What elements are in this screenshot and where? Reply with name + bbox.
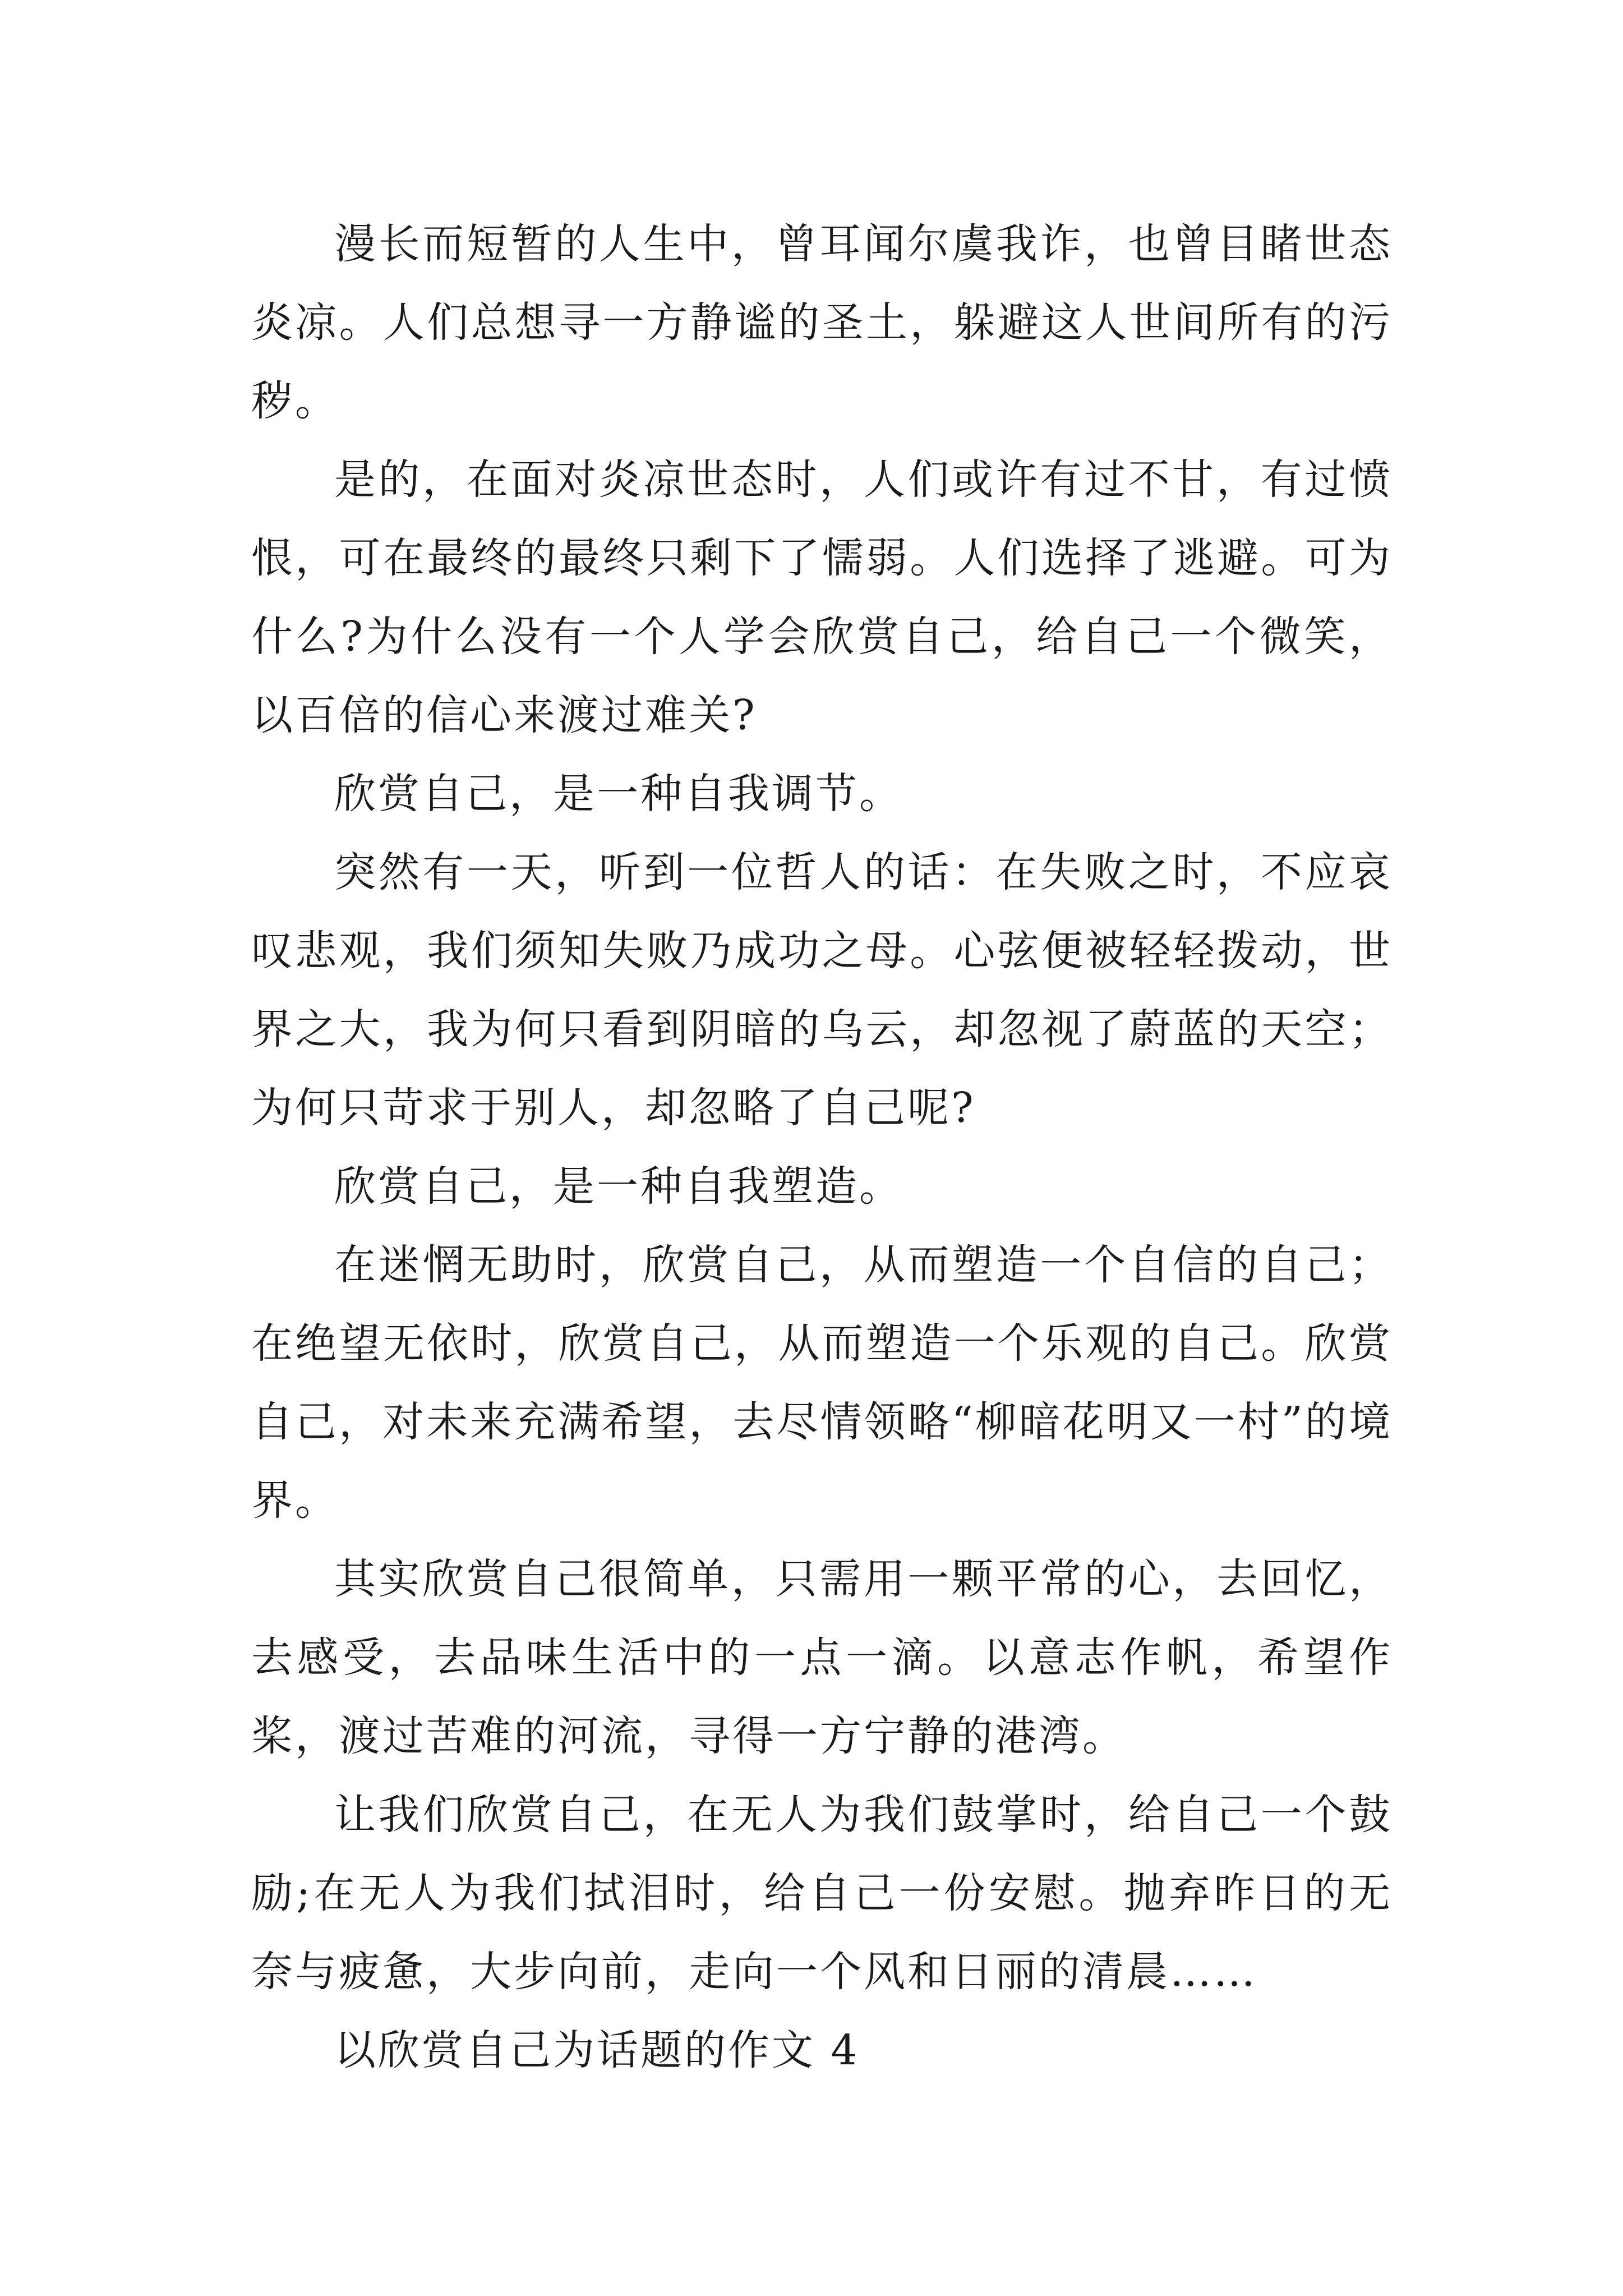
paragraph: 是的，在面对炎凉世态时，人们或许有过不甘，有过愤恨，可在最终的最终只剩下了懦弱。人们选择了逃避。可为什么?为什么没有一个人学会欣赏自己，给自己一个微笑，以百倍的信心来渡过难关?	[251, 455, 1393, 739]
paragraph: 在迷惘无助时，欣赏自己，从而塑造一个自信的自己；在绝望无依时，欣赏自己，从而塑造一个乐观的自己。欣赏自己，对未来充满希望，去尽情领略“柳暗花明又一村”的境界。	[251, 1241, 1393, 1525]
paragraph: 漫长而短暂的人生中，曾耳闻尔虞我诈，也曾目睹世态炎凉。人们总想寻一方静谧的圣土，躲避这人世间所有的污秽。	[251, 220, 1393, 425]
document-body	[251, 205, 1393, 2090]
paragraph: 其实欣赏自己很简单，只需用一颗平常的心，去回忆，去感受，去品味生活中的一点一滴。以意志作帆，希望作桨，渡过苦难的河流，寻得一方宁静的港湾。	[251, 1555, 1393, 1760]
paragraph: 欣赏自己，是一种自我调节。	[334, 770, 903, 818]
paragraph: 突然有一天，听到一位哲人的话：在失败之时，不应哀叹悲观，我们须知失败乃成功之母。心弦便被轻轻拨动，世界之大，我为何只看到阴暗的乌云，却忽视了蔚蓝的天空；为何只苛求于别人，却忽略了自己呢?	[251, 848, 1393, 1132]
paragraph: 让我们欣赏自己，在无人为我们鼓掌时，给自己一个鼓励;在无人为我们拭泪时，给自己一份安慰。抛弃昨日的无奈与疲惫，大步向前，走向一个风和日丽的清晨……	[251, 1791, 1393, 1996]
section-heading: 以欣赏自己为话题的作文 4	[334, 2026, 860, 2074]
paragraph: 欣赏自己，是一种自我塑造。	[334, 1162, 903, 1211]
